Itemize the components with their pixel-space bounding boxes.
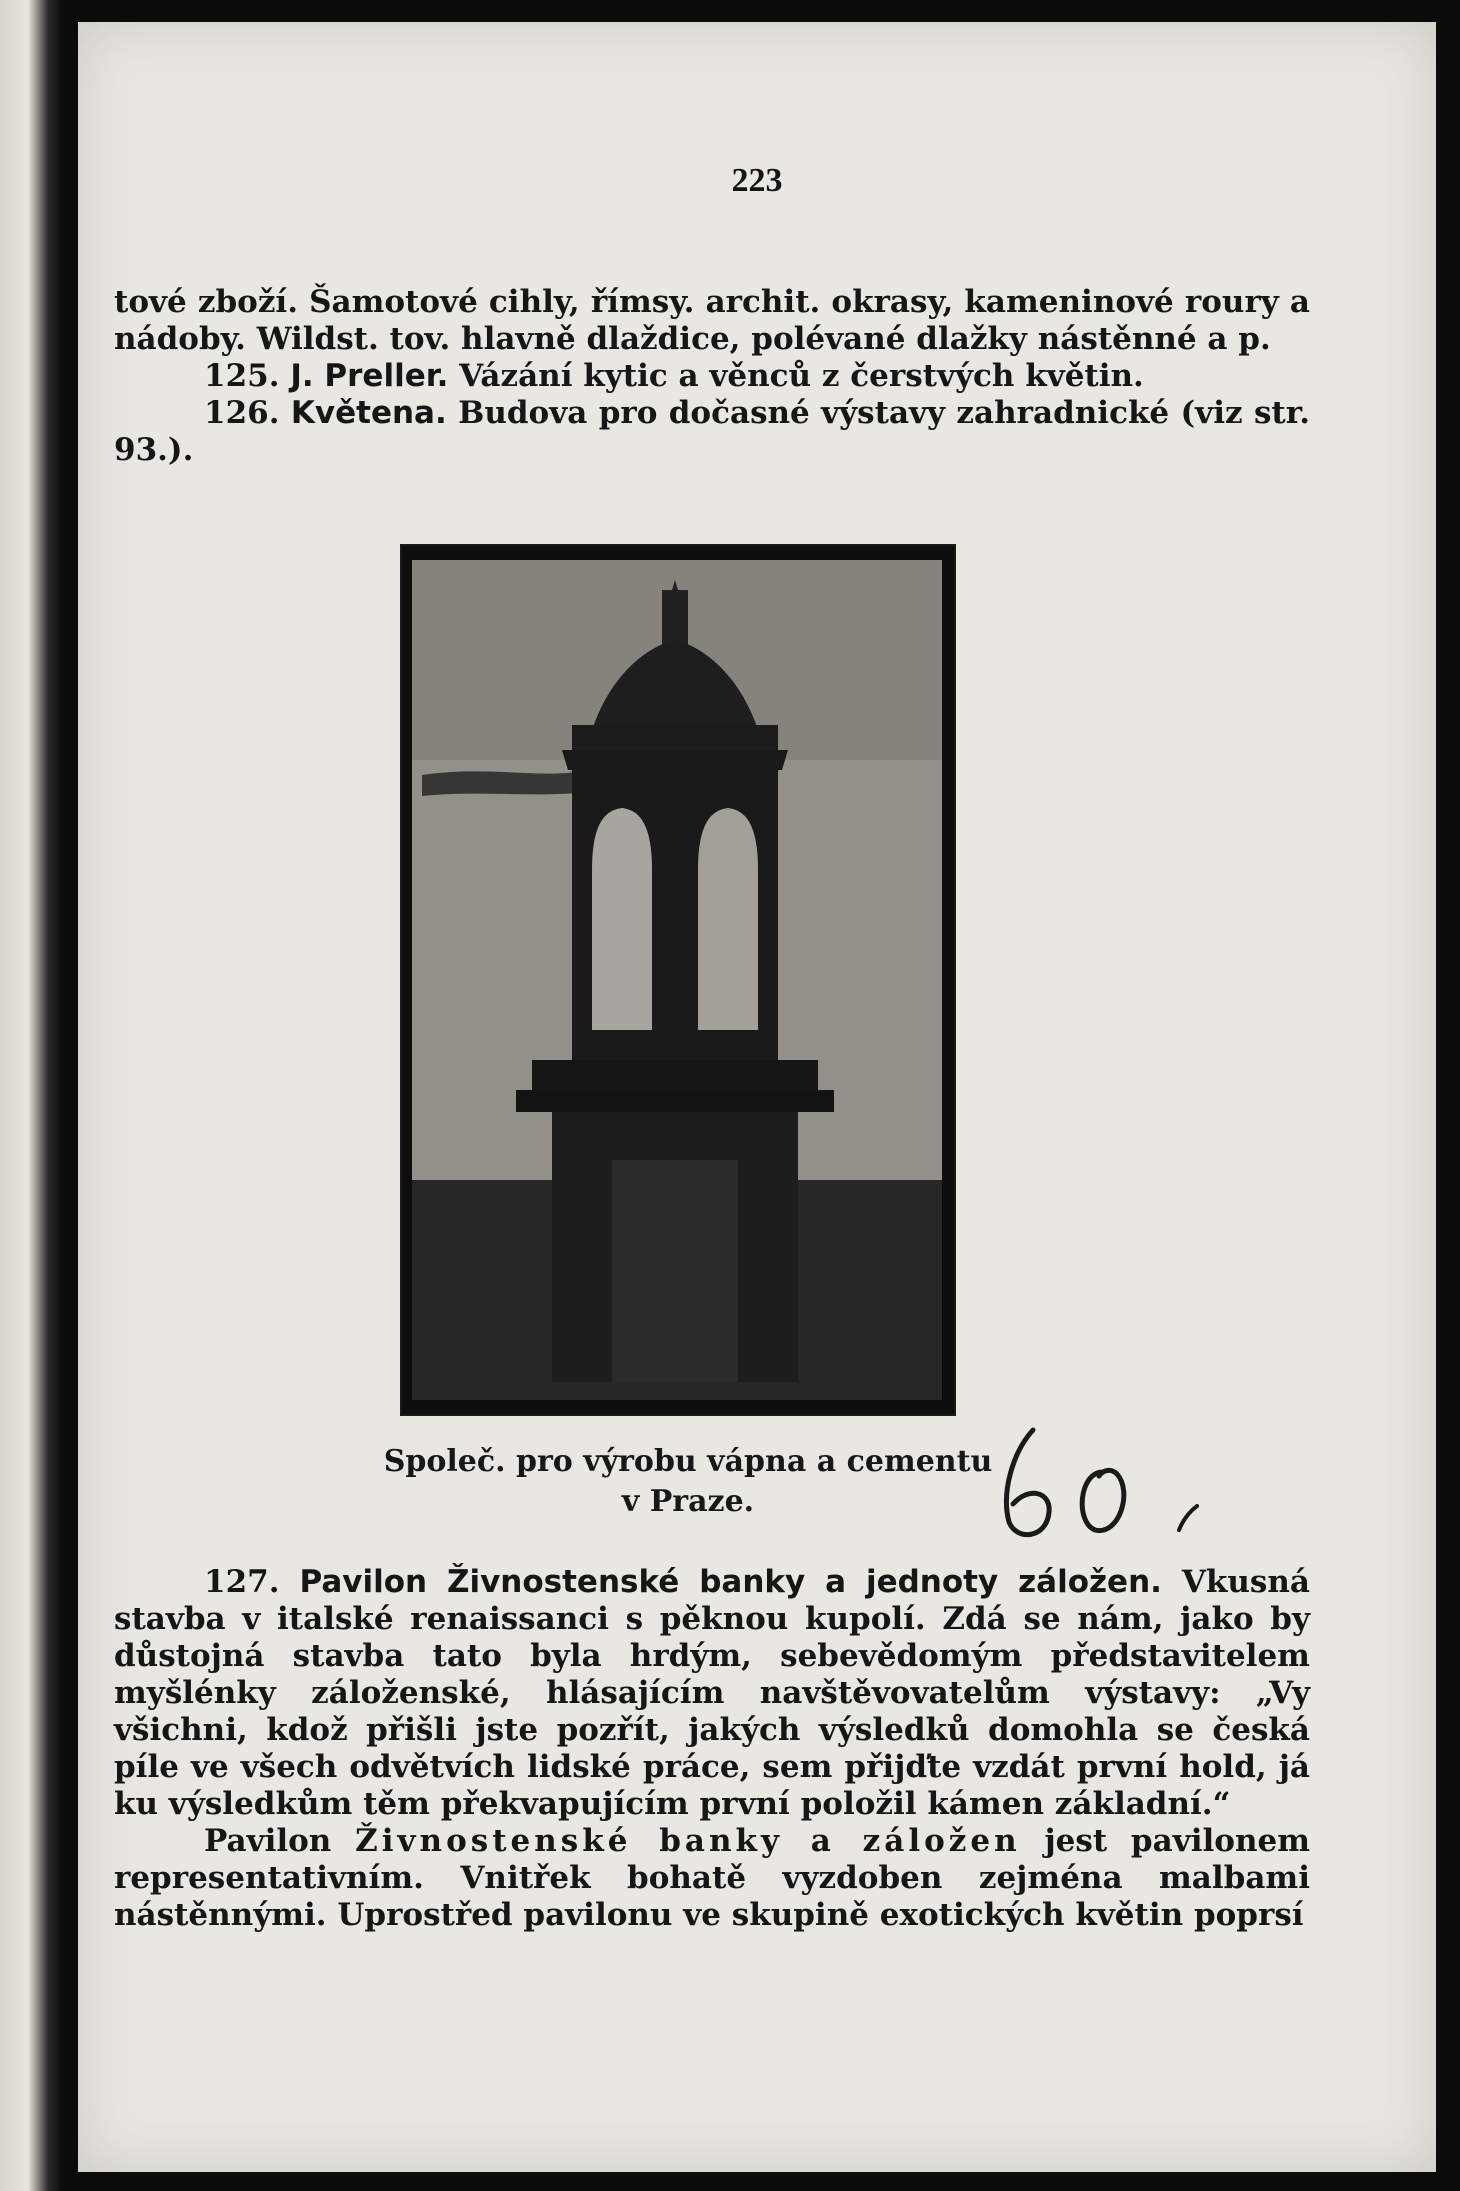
entry-127-text: Vkusná stavba v italské renaissanci s pěknou kupolí. Zdá se nám, jako by důstojná stavba tato byla hrdým, sebevědomým představitelem myšlénky záloženské, hlásajícím navštěvovatelům výstavy: „Vy všichni, kdož přišli jste pozřít, jakých výsledků domohla se česká píle ve všech odvětvích lidské práce, sem přijďte vzdát první hold, já ku výsledkům těm překvapujícím první položil kámen základní.“ [114, 1564, 1310, 1822]
book-page [78, 22, 1436, 2172]
bottom-text-block [114, 1564, 1310, 1934]
entry-126-text: Budova pro dočasné výstavy zahradnické (viz str. 93.). [114, 395, 1310, 468]
caption-line-2: v Praze. [621, 1484, 755, 1519]
pavilion-photo [412, 560, 942, 1400]
entry-127-name: Pavilon Živnostenské banky a jednoty záložen. [299, 1564, 1162, 1600]
final-paragraph-lead: Pavilon [204, 1823, 332, 1859]
photo-caption [378, 1442, 998, 1522]
entry-126-number: 126. [204, 395, 280, 431]
caption-line-1: Společ. pro výrobu vápna a cementu [383, 1444, 993, 1479]
entry-126-name: Květena. [290, 395, 447, 431]
entry-127 [114, 1564, 1310, 1823]
top-text-block [114, 284, 1310, 469]
pavilion-illustration [412, 560, 942, 1400]
handwritten-note [983, 1412, 1223, 1552]
adjacent-page-edge [0, 0, 62, 2191]
entry-125-text: Vázání kytic a věnců z čerstvých květin. [459, 358, 1144, 394]
handwritten-number [983, 1412, 1223, 1552]
final-paragraph-spaced-name: Živnostenské banky a záložen [355, 1823, 1021, 1859]
final-paragraph [114, 1823, 1310, 1934]
entry-125-number: 125. [204, 358, 280, 394]
page-number: 223 [731, 162, 783, 199]
entry-127-number: 127. [204, 1564, 280, 1600]
scan-border [1436, 0, 1460, 2191]
entry-125-name: J. Preller. [290, 358, 449, 394]
intro-paragraph: tové zboží. Šamotové cihly, římsy. archit. okrasy, kameninové roury a nádoby. Wildst. tov. hlavně dlaždice, polévané dlažky nástěnné a p. [114, 284, 1310, 357]
entry-125 [114, 358, 1310, 395]
final-paragraph-text: jest pavilonem representativním. Vnitřek bohatě vyzdoben zejména malbami nástěnnými. Uprostřed pavilonu ve skupině exotických květin poprsí [114, 1823, 1311, 1933]
entry-126 [114, 395, 1310, 469]
pavilion-photo-frame [400, 544, 956, 1416]
